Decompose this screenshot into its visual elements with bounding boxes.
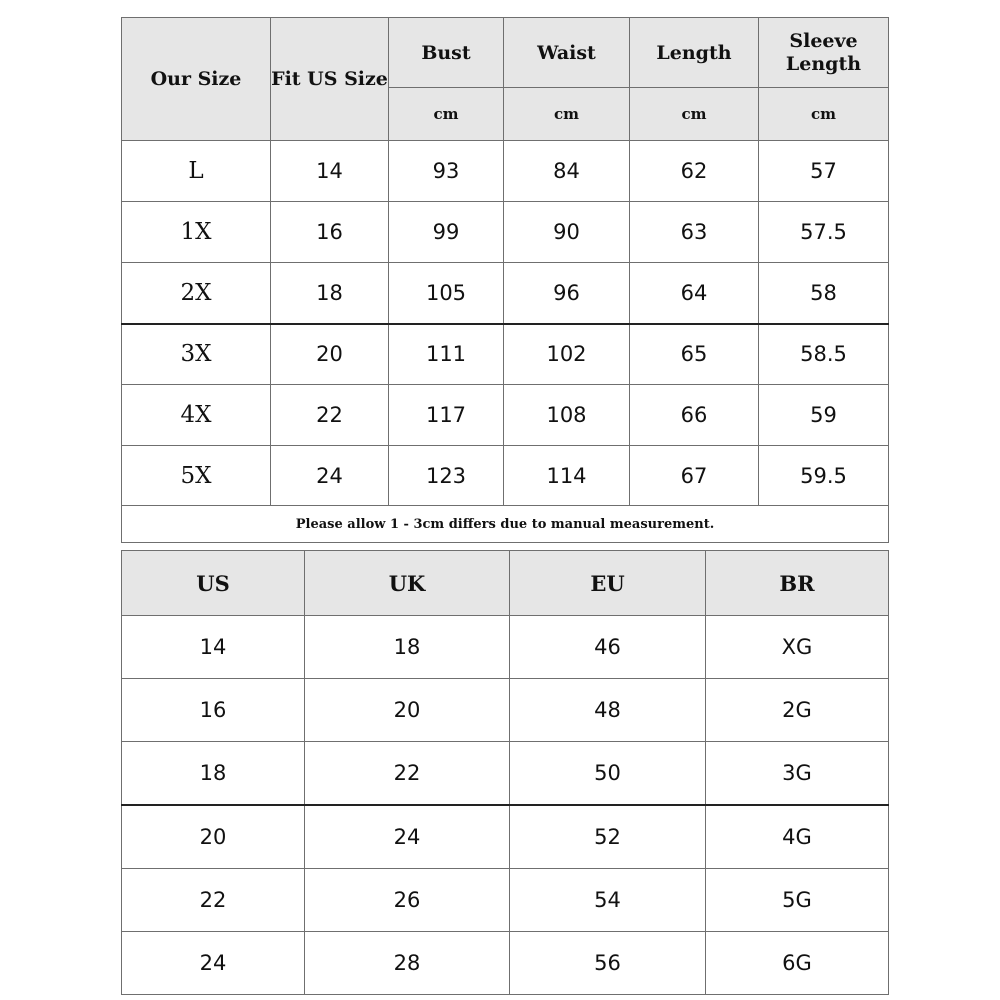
bust-cell: 123 <box>389 446 504 506</box>
unit-length: cm <box>630 88 759 141</box>
bust-cell: 93 <box>389 141 504 202</box>
table-row <box>122 742 889 806</box>
table-row <box>122 324 889 385</box>
br-cell: 3G <box>706 742 889 806</box>
our-size-cell: 5X <box>122 446 271 506</box>
eu-cell: 48 <box>510 679 706 742</box>
us-cell: 24 <box>122 932 305 995</box>
header-uk: UK <box>305 551 510 616</box>
us-size-cell: 16 <box>271 202 389 263</box>
us-size-cell: 14 <box>271 141 389 202</box>
us-cell: 22 <box>122 869 305 932</box>
us-size-cell: 18 <box>271 263 389 324</box>
our-size-cell: 4X <box>122 385 271 446</box>
sleeve-cell: 58 <box>759 263 889 324</box>
our-size-cell: 1X <box>122 202 271 263</box>
length-cell: 62 <box>630 141 759 202</box>
header-br: BR <box>706 551 889 616</box>
eu-cell: 52 <box>510 805 706 869</box>
sleeve-cell: 57 <box>759 141 889 202</box>
length-cell: 64 <box>630 263 759 324</box>
waist-cell: 96 <box>504 263 630 324</box>
length-cell: 66 <box>630 385 759 446</box>
br-cell: XG <box>706 616 889 679</box>
table-row <box>122 869 889 932</box>
header-our-size: Our Size <box>122 18 271 141</box>
length-cell: 65 <box>630 324 759 385</box>
length-cell: 67 <box>630 446 759 506</box>
unit-waist: cm <box>504 88 630 141</box>
bust-cell: 105 <box>389 263 504 324</box>
us-cell: 20 <box>122 805 305 869</box>
us-cell: 14 <box>122 616 305 679</box>
br-cell: 5G <box>706 869 889 932</box>
sleeve-cell: 59 <box>759 385 889 446</box>
uk-cell: 26 <box>305 869 510 932</box>
br-cell: 6G <box>706 932 889 995</box>
unit-bust: cm <box>389 88 504 141</box>
bust-cell: 111 <box>389 324 504 385</box>
unit-sleeve-length: cm <box>759 88 889 141</box>
waist-cell: 90 <box>504 202 630 263</box>
us-cell: 18 <box>122 742 305 806</box>
measurement-note: Please allow 1 - 3cm differs due to manual measurement. <box>122 506 889 543</box>
bust-cell: 117 <box>389 385 504 446</box>
eu-cell: 56 <box>510 932 706 995</box>
our-size-cell: L <box>122 141 271 202</box>
us-size-cell: 22 <box>271 385 389 446</box>
length-cell: 63 <box>630 202 759 263</box>
table-row <box>122 446 889 506</box>
table-row <box>122 805 889 869</box>
header-eu: EU <box>510 551 706 616</box>
table-row <box>122 932 889 995</box>
our-size-cell: 2X <box>122 263 271 324</box>
us-size-cell: 24 <box>271 446 389 506</box>
waist-cell: 102 <box>504 324 630 385</box>
header-bust: Bust <box>389 18 504 88</box>
table-row <box>122 385 889 446</box>
waist-cell: 114 <box>504 446 630 506</box>
bust-cell: 99 <box>389 202 504 263</box>
header-sleeve-length: Sleeve Length <box>759 18 889 88</box>
eu-cell: 54 <box>510 869 706 932</box>
eu-cell: 46 <box>510 616 706 679</box>
size-chart-table <box>121 17 889 543</box>
us-cell: 16 <box>122 679 305 742</box>
table-row <box>122 202 889 263</box>
sleeve-cell: 57.5 <box>759 202 889 263</box>
header-waist: Waist <box>504 18 630 88</box>
eu-cell: 50 <box>510 742 706 806</box>
sleeve-cell: 59.5 <box>759 446 889 506</box>
waist-cell: 108 <box>504 385 630 446</box>
uk-cell: 28 <box>305 932 510 995</box>
table-row <box>122 679 889 742</box>
our-size-cell: 3X <box>122 324 271 385</box>
size-conversion-table <box>121 550 889 995</box>
us-size-cell: 20 <box>271 324 389 385</box>
br-cell: 2G <box>706 679 889 742</box>
header-fit-us-size: Fit US Size <box>271 18 389 141</box>
waist-cell: 84 <box>504 141 630 202</box>
uk-cell: 20 <box>305 679 510 742</box>
header-us: US <box>122 551 305 616</box>
uk-cell: 18 <box>305 616 510 679</box>
header-length: Length <box>630 18 759 88</box>
sleeve-cell: 58.5 <box>759 324 889 385</box>
uk-cell: 22 <box>305 742 510 806</box>
table-row <box>122 263 889 324</box>
table-row <box>122 616 889 679</box>
table-row <box>122 141 889 202</box>
uk-cell: 24 <box>305 805 510 869</box>
br-cell: 4G <box>706 805 889 869</box>
